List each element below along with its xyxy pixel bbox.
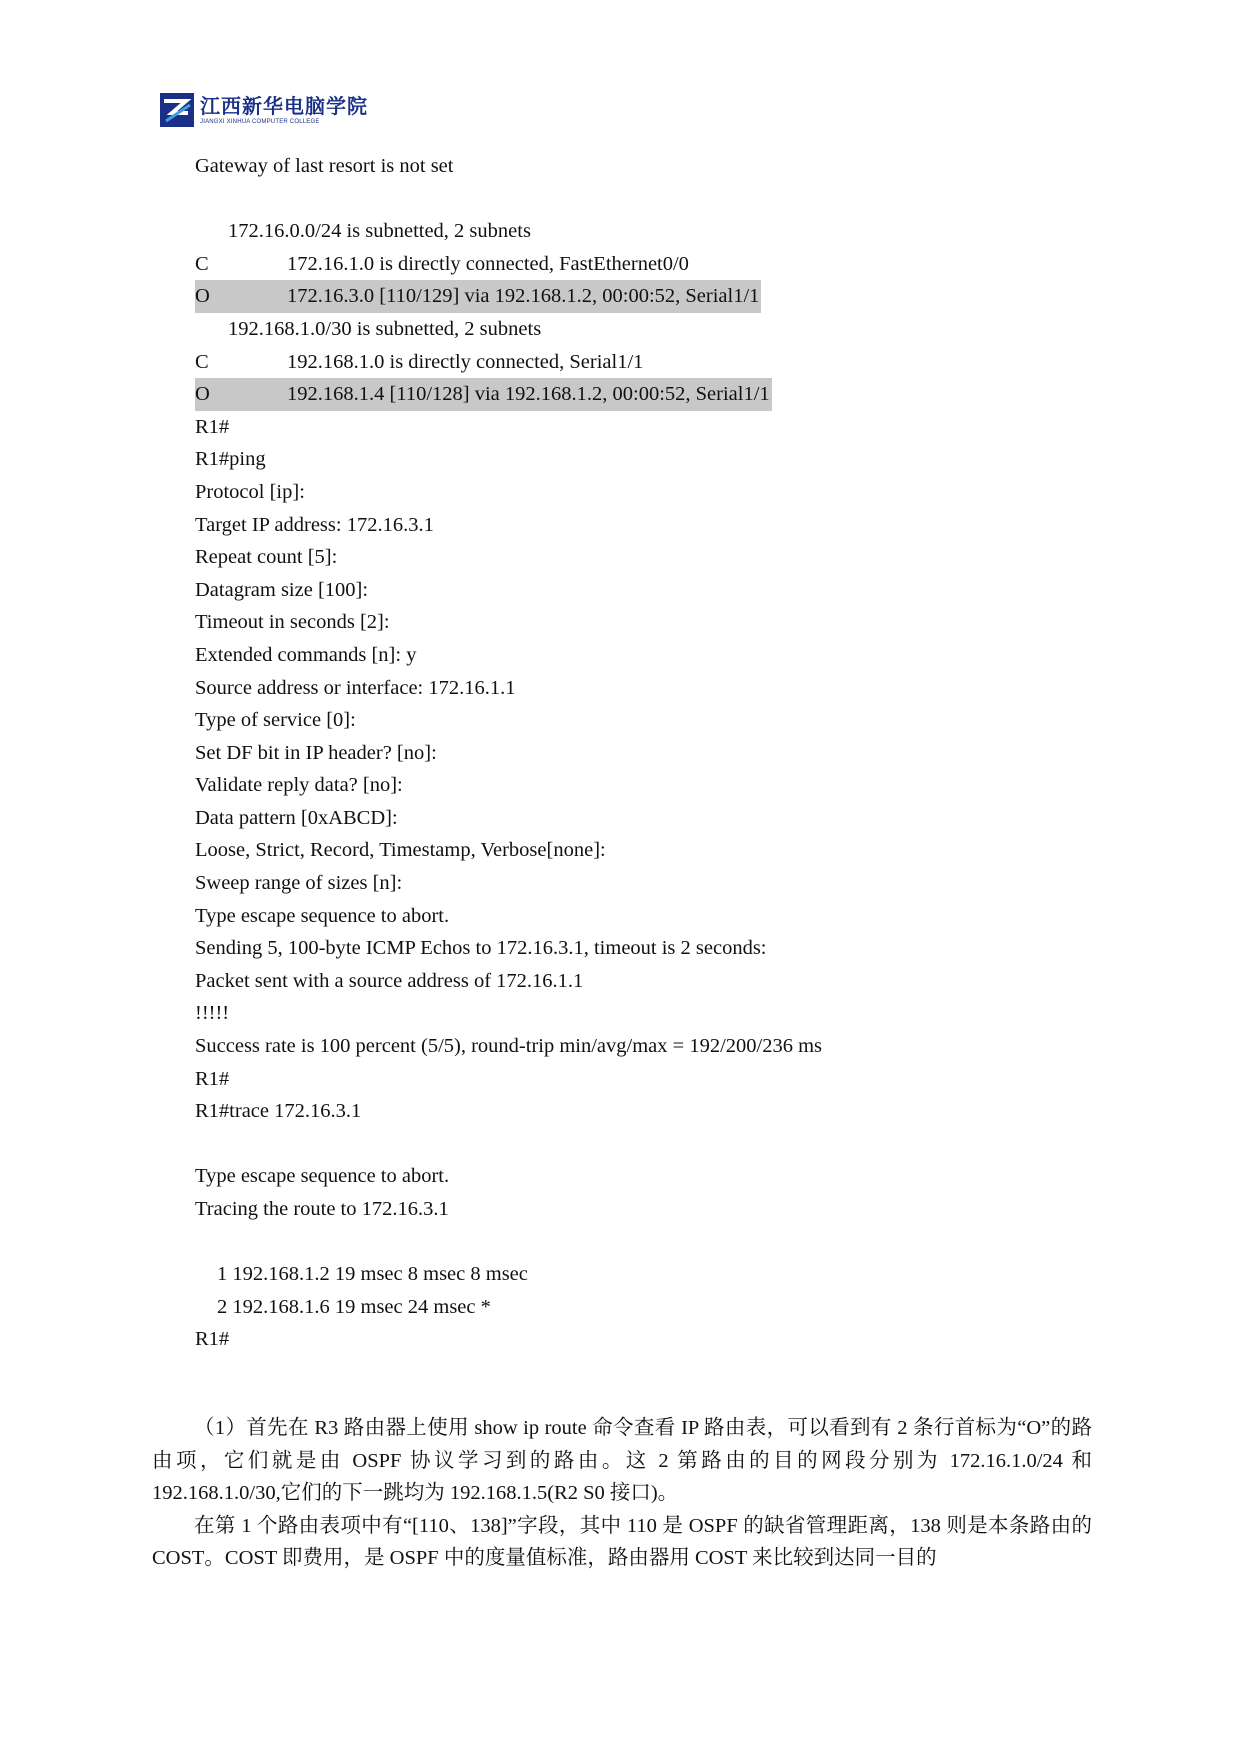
output-line: Datagram size [100]: <box>195 578 369 601</box>
route-text: 172.16.1.0 is directly connected, FastEthernet0/0 <box>287 252 689 275</box>
output-line: Data pattern [0xABCD]: <box>195 806 398 829</box>
route-text: 172.16.3.0 [110/129] via 192.168.1.2, 00:00:52, Serial1/1 <box>287 285 760 308</box>
output-line: Timeout in seconds [2]: <box>195 611 390 634</box>
output-line: Success rate is 100 percent (5/5), round-trip min/avg/max = 192/200/236 ms <box>195 1035 823 1058</box>
route-code: C <box>195 252 209 275</box>
route-text: 192.168.1.0 is directly connected, Serial1/1 <box>287 350 644 373</box>
explanation-text <box>152 1412 1092 1575</box>
output-line: Loose, Strict, Record, Timestamp, Verbose[none]: <box>195 839 606 862</box>
route-entry-highlighted <box>195 280 1095 313</box>
page-header <box>160 92 368 128</box>
college-name-cn: 江西新华电脑学院 <box>200 93 368 118</box>
output-line: Validate reply data? [no]: <box>195 774 403 797</box>
output-line: !!!!! <box>195 1002 230 1025</box>
route-code: C <box>195 350 209 373</box>
output-line: Target IP address: 172.16.3.1 <box>195 513 434 536</box>
output-line: Sweep range of sizes [n]: <box>195 872 403 895</box>
output-line: 192.168.1.0/30 is subnetted, 2 subnets <box>228 317 542 340</box>
output-line: Type of service [0]: <box>195 709 356 732</box>
output-line: R1# <box>195 1328 230 1351</box>
output-line: Source address or interface: 172.16.1.1 <box>195 676 516 699</box>
output-line: Packet sent with a source address of 172.16.1.1 <box>195 969 584 992</box>
output-line: Extended commands [n]: y <box>195 643 417 666</box>
output-line: R1# <box>195 1067 230 1090</box>
blank-line <box>195 1226 1095 1259</box>
route-entry <box>195 248 1095 281</box>
output-line: R1#trace 172.16.3.1 <box>195 1100 362 1123</box>
college-logo-icon <box>160 93 194 127</box>
blank-line <box>195 1128 1095 1161</box>
college-name <box>200 93 368 125</box>
output-line: Tracing the route to 172.16.3.1 <box>195 1198 449 1220</box>
output-line: R1#ping <box>195 448 266 471</box>
paragraph: （1）首先在 R3 路由器上使用 show ip route 命令查看 IP 路由表，可以看到有 2 条行首标为“O”的路由项，它们就是由 OSPF 协议学习到的路由。这 2 第路由的目的网段分别为 172.16.1.0/24 和 192.168.1.0/30,它们的下一跳均为 192.168.1.5(R2 S0 接口)。 <box>152 1417 1092 1505</box>
trace-hop: 1 192.168.1.2 19 msec 8 msec 8 msec <box>217 1263 528 1286</box>
output-line: Type escape sequence to abort. <box>195 1165 450 1188</box>
output-line: Gateway of last resort is not set <box>195 155 454 177</box>
route-text: 192.168.1.4 [110/128] via 192.168.1.2, 00:00:52, Serial1/1 <box>287 383 770 406</box>
route-code: O <box>195 383 210 406</box>
blank-line <box>195 183 1095 216</box>
output-line: R1# <box>195 415 230 438</box>
output-line: Type escape sequence to abort. <box>195 904 450 927</box>
terminal-output <box>195 150 1095 1356</box>
route-entry <box>195 346 1095 379</box>
trace-hop: 2 192.168.1.6 19 msec 24 msec * <box>217 1295 491 1318</box>
output-line: Repeat count [5]: <box>195 546 338 569</box>
route-code: O <box>195 285 210 308</box>
college-name-en: JIANGXI XINHUA COMPUTER COLLEGE <box>200 118 320 125</box>
output-line: Protocol [ip]: <box>195 480 305 503</box>
output-line: Sending 5, 100-byte ICMP Echos to 172.16.3.1, timeout is 2 seconds: <box>195 937 767 960</box>
route-entry-highlighted <box>195 378 1095 411</box>
output-line: 172.16.0.0/24 is subnetted, 2 subnets <box>228 220 531 243</box>
output-line: Set DF bit in IP header? [no]: <box>195 741 437 764</box>
paragraph: 在第 1 个路由表项中有“[110、138]”字段，其中 110 是 OSPF 的缺省管理距离，138 则是本条路由的 COST。COST 即费用，是 OSPF 中的度量值标准，路由器用 COST 来比较到达同一目的 <box>152 1514 1092 1570</box>
